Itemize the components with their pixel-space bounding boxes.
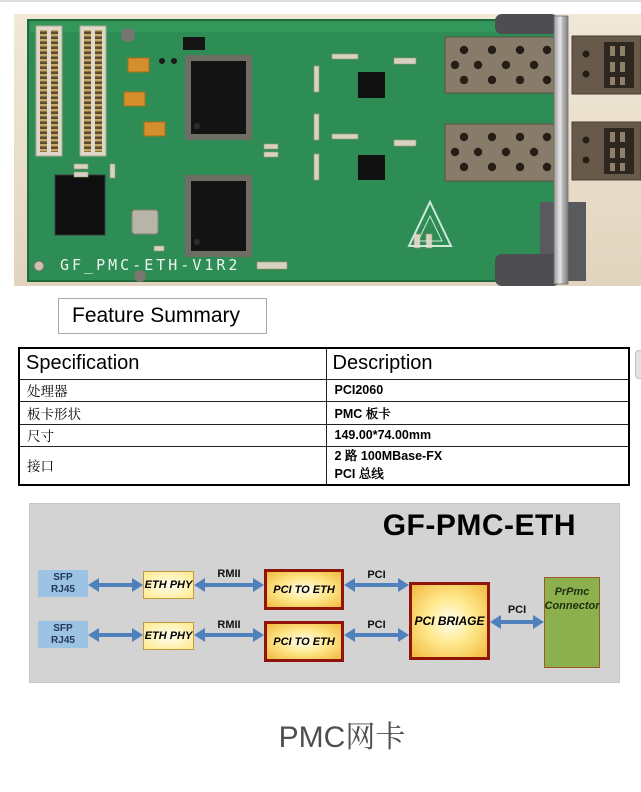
panel-handle-bottom <box>495 254 560 286</box>
connector-label-line2: Connector <box>544 600 600 612</box>
eth-phy-block-2 <box>143 622 194 650</box>
phy-chip-2 <box>358 155 385 180</box>
arrow-pte-bridge-1 <box>354 583 399 587</box>
standoff <box>121 28 135 42</box>
scrollbar-thumb[interactable] <box>635 350 641 379</box>
eth-phy-block-1 <box>143 571 194 599</box>
spec-cell: 处理器 <box>19 379 326 401</box>
sfp-port-1 <box>572 36 641 94</box>
bga-chip <box>55 175 105 235</box>
desc-cell: PMC 板卡 <box>326 401 629 424</box>
qfp-chip-2 <box>185 175 252 257</box>
desc-line-1: 2 路 100MBase-FX <box>334 449 443 464</box>
feature-summary-heading <box>58 298 267 334</box>
pci-bridge-block <box>409 582 490 660</box>
sfp-label-line1: SFP <box>53 571 73 583</box>
table-row <box>19 379 629 401</box>
bus-label-rmii-1: RMII <box>217 568 241 580</box>
pci-to-eth-label: PCI TO ETH <box>273 635 335 648</box>
spec-column-header: Specification <box>19 348 326 379</box>
bus-label-rmii-2: RMII <box>217 619 241 631</box>
spec-cell: 尺寸 <box>19 424 326 446</box>
bus-label-pci-2: PCI <box>367 619 386 631</box>
sfp-label-line2: RJ45 <box>51 634 75 646</box>
desc-column-header: Description <box>326 348 629 379</box>
spec-table-header-row <box>19 348 629 379</box>
panel-handle-top <box>495 14 558 34</box>
desc-line-2: PCI 总线 <box>334 467 384 482</box>
bus-label-pci-3: PCI <box>507 604 527 616</box>
page-caption: PMC网卡 <box>278 721 406 754</box>
phy-chip-1 <box>358 72 385 98</box>
arrow-sfp-phy-2 <box>98 633 133 637</box>
sfp-label-line1: SFP <box>53 622 73 634</box>
faceplate-rail <box>554 16 568 284</box>
block-diagram <box>29 503 620 683</box>
pcb-photo <box>14 14 641 286</box>
feature-summary-label: Feature Summary <box>72 304 241 327</box>
qfp-chip-1 <box>185 55 252 140</box>
mount-hole <box>34 261 44 271</box>
bus-label-pci-1: PCI <box>367 569 386 581</box>
spec-cell: 板卡形状 <box>19 401 326 424</box>
desc-cell <box>326 446 629 485</box>
via <box>171 58 177 64</box>
arrow-sfp-phy-1 <box>98 583 133 587</box>
desc-cell: 149.00*74.00mm <box>326 424 629 446</box>
pmc-connector-2 <box>80 26 106 156</box>
pcb-photo-graphic <box>14 14 641 286</box>
sfp-cage-1 <box>445 37 557 93</box>
eth-phy-label: ETH PHY <box>144 630 193 642</box>
sfp-rj45-block-1 <box>38 570 88 597</box>
table-row <box>19 446 629 485</box>
sfp-port-2 <box>572 122 641 180</box>
arrow-bridge-connector <box>500 620 534 624</box>
arrow-phy-pte-1 <box>204 583 254 587</box>
arrow-pte-bridge-2 <box>354 633 399 637</box>
pci-to-eth-label: PCI TO ETH <box>273 583 335 596</box>
arrow-phy-pte-2 <box>204 633 254 637</box>
eth-phy-label: ETH PHY <box>144 579 193 591</box>
sfp-cage-2 <box>445 124 557 181</box>
sfp-label-line2: RJ45 <box>51 583 75 595</box>
prpmc-connector-block <box>544 577 600 668</box>
top-divider <box>0 0 641 2</box>
table-row <box>19 401 629 424</box>
pci-bridge-label: PCI BRIAGE <box>414 614 485 628</box>
silkscreen-text: GF_PMC-ETH-V1R2 <box>60 256 241 274</box>
oscillator <box>132 210 158 234</box>
spec-cell: 接口 <box>19 446 326 485</box>
desc-cell: PCI2060 <box>326 379 629 401</box>
connector-label-line1: PrPmc <box>554 586 590 598</box>
table-row <box>19 424 629 446</box>
diode-d1 <box>183 37 205 50</box>
diagram-title: GF-PMC-ETH <box>382 509 576 542</box>
pci-to-eth-block-1 <box>264 569 344 610</box>
via <box>159 58 165 64</box>
sfp-rj45-block-2 <box>38 621 88 648</box>
spec-table <box>18 347 630 486</box>
pci-to-eth-block-2 <box>264 621 344 662</box>
pmc-connector-1 <box>36 26 62 156</box>
